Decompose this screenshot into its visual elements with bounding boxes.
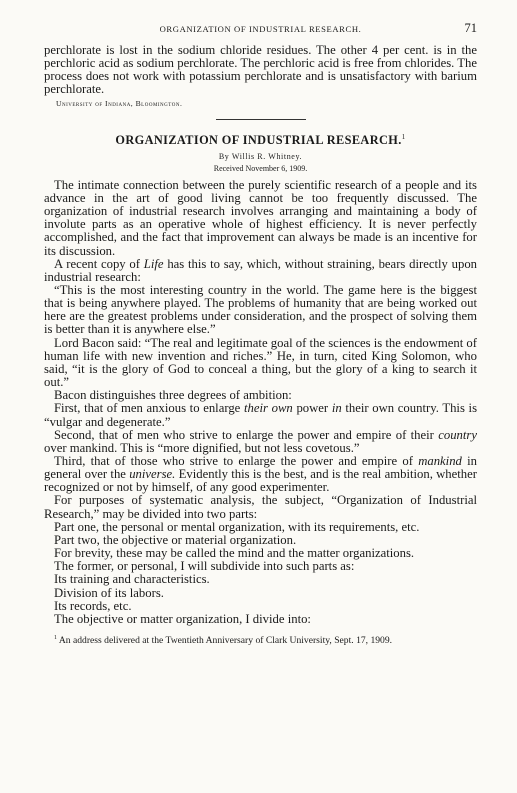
paragraph-7-text-a: Second, that of men who strive to enlarge the power and empire of their	[54, 427, 434, 442]
paragraph-13: The former, or personal, I will subdivide into such parts as:	[54, 559, 355, 574]
paragraph-14: The objective or matter organization, I divide into:	[54, 611, 311, 626]
paragraph-8-text-a: Third, that of those who strive to enlarge the power and empire of	[54, 454, 413, 468]
paragraph-7	[44, 429, 477, 455]
section-divider	[216, 119, 306, 120]
paragraph-8	[44, 455, 477, 494]
paragraph-7-text-c: This is “more dignified, but not less covetous.”	[120, 440, 360, 455]
paragraph-9: For purposes of systematic analysis, the subject, “Organization of Industrial Research,” may be divided into two parts:	[44, 493, 477, 521]
list-item-training: Its training and characteristics.	[54, 572, 210, 587]
paragraph-12: For brevity, these may be called the mind and the matter organizations.	[54, 546, 415, 561]
paragraph-6	[44, 402, 477, 428]
previous-article-signature: University of Indiana, Bloomington.	[56, 98, 183, 108]
emphasis-in: in	[331, 401, 342, 416]
paragraph-10: Part one, the personal or mental organization, with its requirements, etc.	[54, 519, 420, 534]
paragraph-4: Lord Bacon said: “The real and legitimate goal of the sciences is the endowment of human life with new invention and riches.” He, in turn, cited King Solomon, who said, “it is the glory of God to conceal a thing, but the glory of a king to search it out.”	[44, 335, 477, 390]
footnote-text: An address delivered at the Twentieth Anniversary of Clark University, Sept. 17, 1909.	[58, 635, 393, 647]
footnote-marker: 1	[54, 635, 57, 642]
paragraph-3-quote: “This is the most interesting country in the world. The game here is the biggest that is being anywhere played. The problems of humanity that are being worked out here are the greatest problems under consideration, and the prospect of solving them is better than it is anywhere else.”	[44, 282, 477, 337]
paragraph-11: Part two, the objective or material organization.	[54, 532, 297, 547]
received-date: Received November 6, 1909.	[213, 163, 308, 173]
article-title-text: ORGANIZATION OF INDUSTRIAL RESEARCH.	[115, 132, 402, 147]
paragraph-2	[44, 258, 477, 284]
running-header	[44, 22, 477, 44]
paragraph-8-text-b: in general over the	[44, 454, 478, 482]
emphasis-universe: universe.	[129, 467, 176, 482]
paragraph-2-text-a: A recent copy of	[54, 256, 140, 271]
paragraph-6-text-b: power	[296, 401, 329, 416]
page-number: 71	[464, 21, 477, 35]
footnote	[44, 632, 477, 647]
paragraph-2-text-b: has this to say, which, without straining, bears directly upon industrial research:	[44, 256, 478, 284]
emphasis-their-own: their own	[243, 401, 293, 416]
paragraph-1: The intimate connection between the purely scientific research of a people and its advance in the art of good living cannot be too frequently discussed. The organization of industrial research involves arranging and maintaining a body of involute parts as an operative whole of highest efficiency. It is never perfectly accomplished, and the fact that improvement can always be made is an incentive for its discussion.	[44, 177, 477, 258]
life-magazine-title: Life	[143, 256, 164, 271]
list-item-records: Its records, etc.	[54, 598, 132, 613]
previous-article-ending: perchlorate is lost in the sodium chloride residues. The other 4 per cent. is in the perchloric acid as sodium perchlorate. The perchloric acid is free from chlorides. The process does not work with potassium perchlorate and is unsatisfactory with barium perchlorate.	[44, 43, 477, 97]
list-item-division: Division of its labors.	[54, 585, 164, 600]
emphasis-mankind: mankind	[418, 454, 462, 468]
paragraph-8-text-c: Evidently this is the best, and is the real ambition, whether recognized or not by himself, of any good experimenter.	[44, 467, 478, 495]
paragraph-5: Bacon distinguishes three degrees of ambition:	[54, 388, 292, 403]
article-byline: By Willis R. Whitney.	[218, 151, 303, 161]
emphasis-country: country	[438, 427, 477, 442]
paragraph-6-text-c: their own country. This is “vulgar and degenerate.”	[44, 401, 478, 429]
title-footnote-marker: 1	[401, 132, 406, 141]
article-title	[44, 133, 477, 148]
paragraph-7-text-b: over mankind.	[44, 440, 118, 455]
running-title: ORGANIZATION OF INDUSTRIAL RESEARCH.	[159, 24, 362, 34]
paragraph-6-text-a: First, that of men anxious to enlarge	[54, 401, 241, 416]
